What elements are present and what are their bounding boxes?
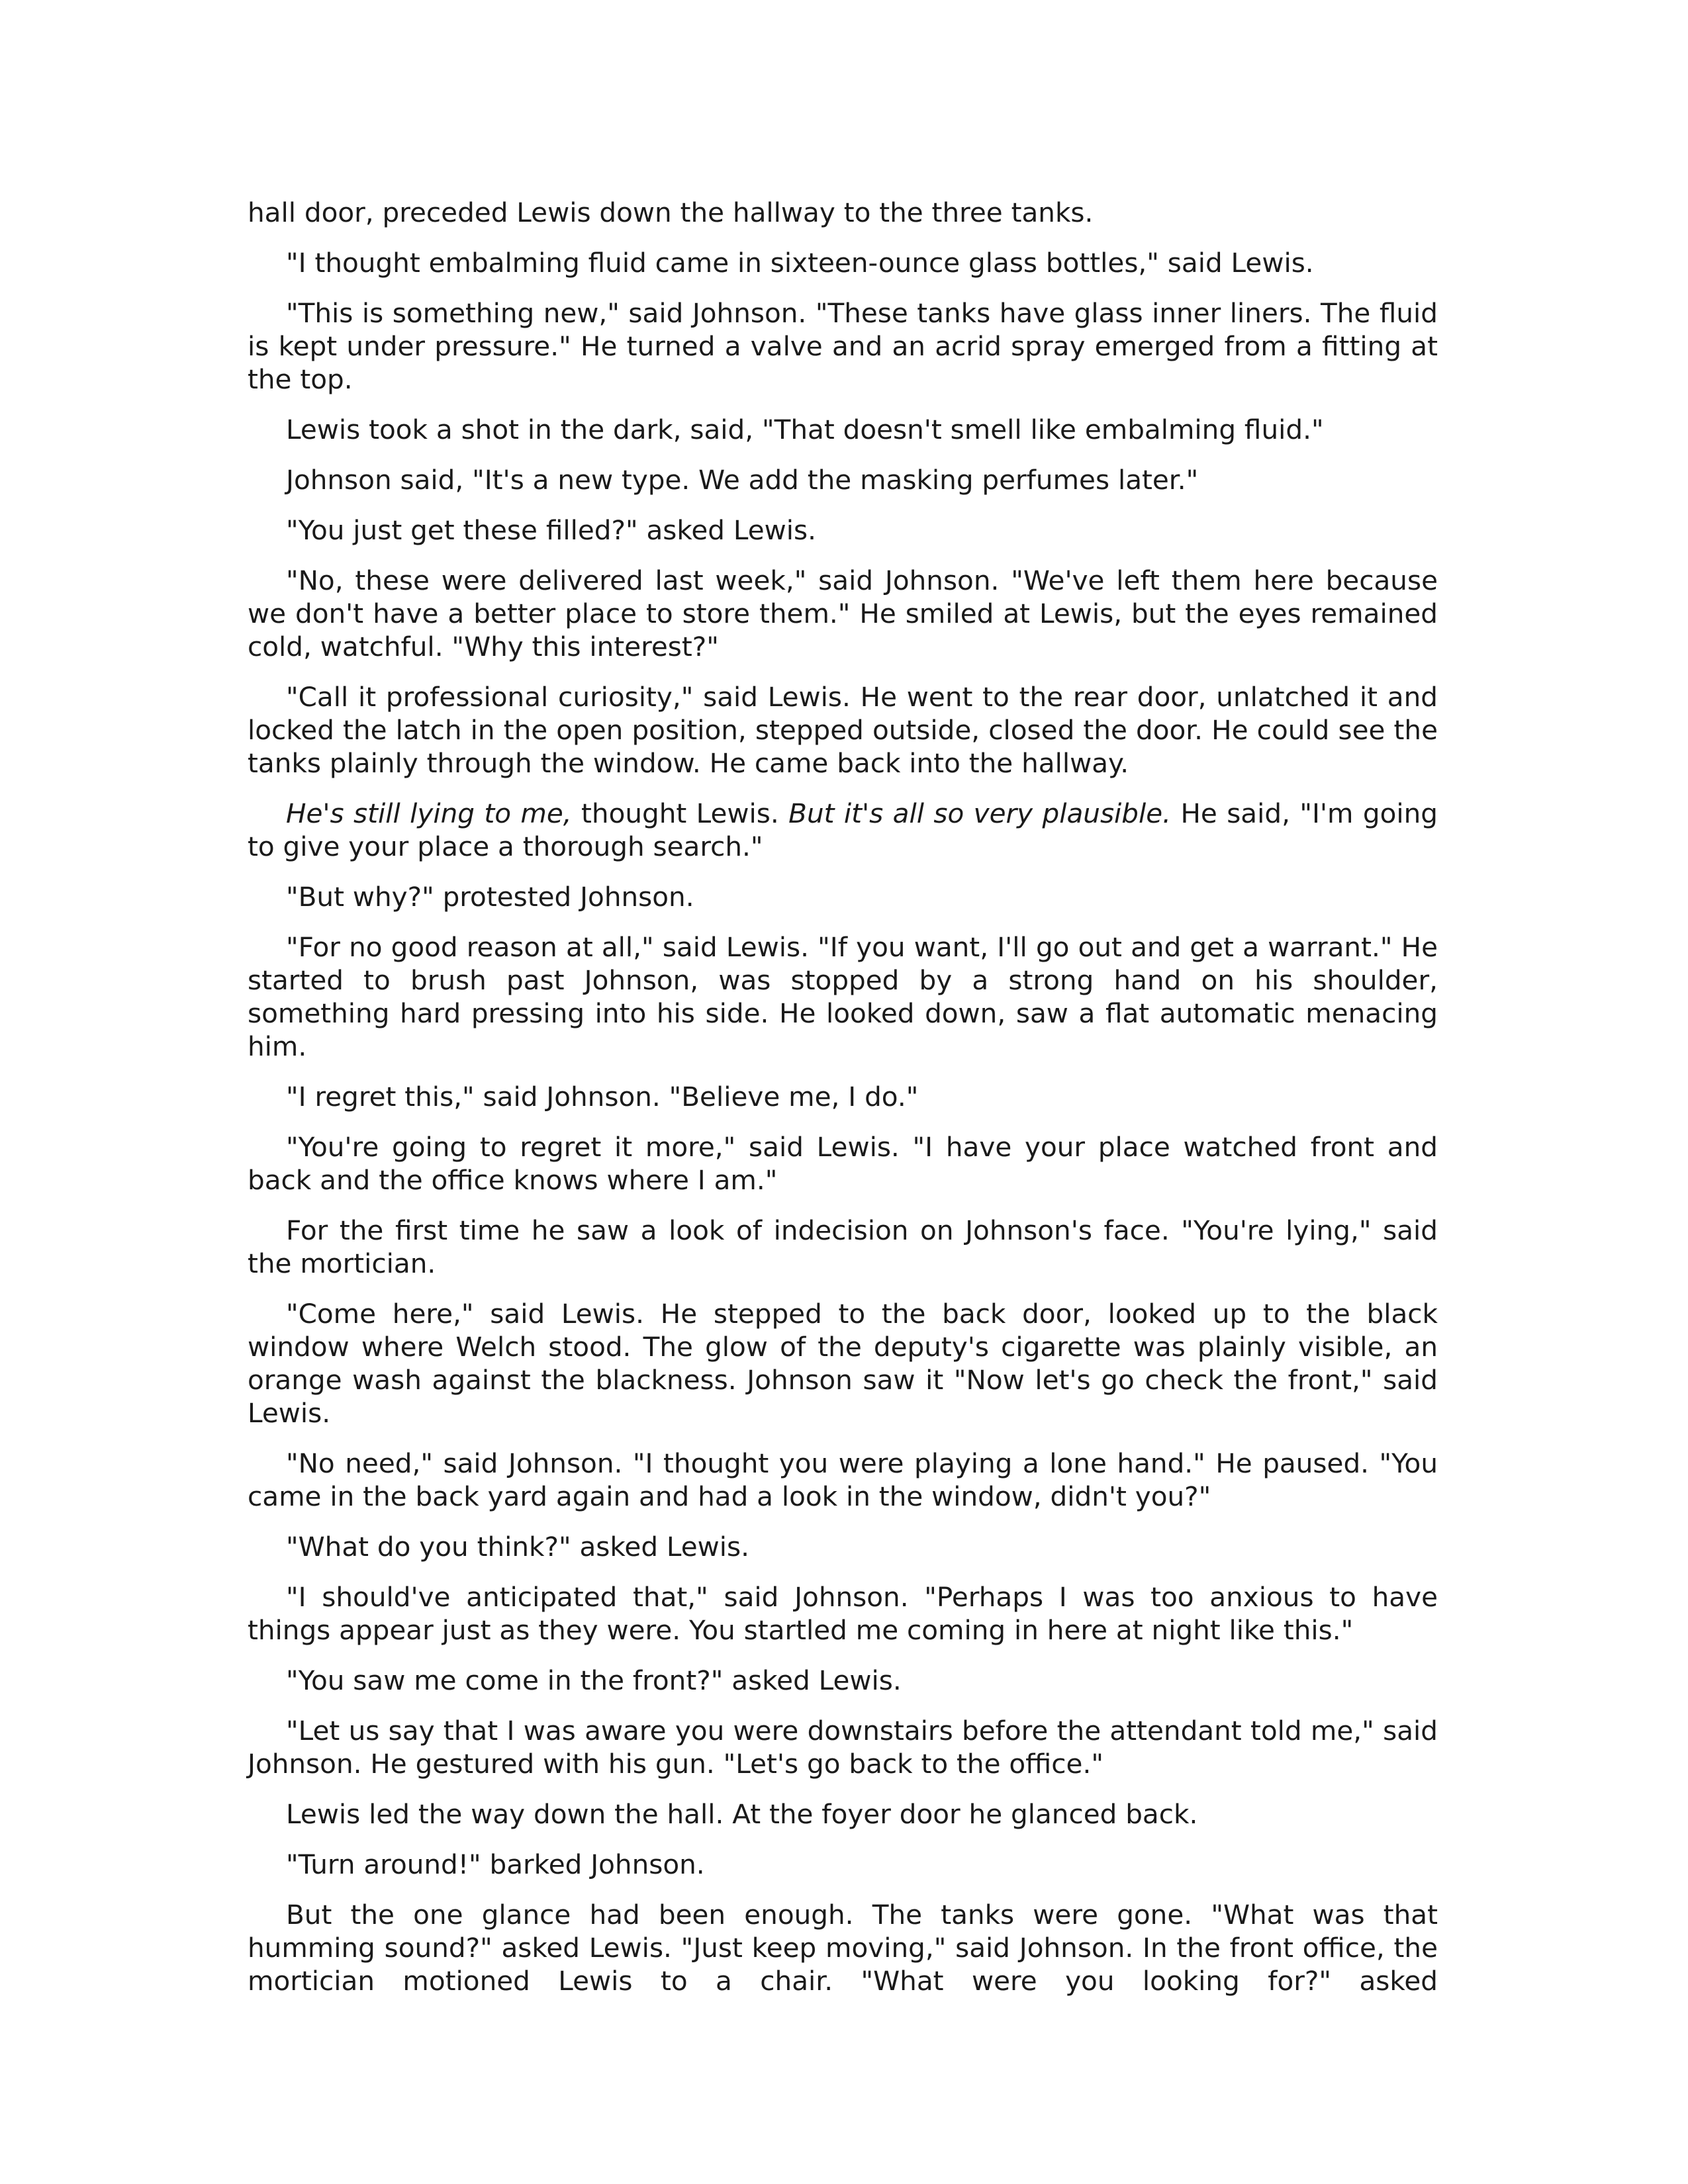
paragraph-text: But the one glance had been enough. The tanks were gone. "What was that humming sound?" asked Lewis. "Just keep moving," said Johnson. In the front office, the mortician motioned Lewis to a chair. "What were you looking for?" asked <box>248 1899 1438 1997</box>
paragraph <box>248 564 1438 663</box>
paragraph-text: "Call it professional curiosity," said Lewis. He went to the rear door, unlatched it and locked the latch in the open position, stepped outside, closed the door. He could see the tanks plainly through the window. He came back into the hallway. <box>248 681 1438 779</box>
paragraph-text: "No need," said Johnson. "I thought you were playing a lone hand." He paused. "You came in the back yard again and had a look in the window, didn't you?" <box>248 1447 1438 1512</box>
paragraph <box>248 246 1438 279</box>
paragraph <box>248 1664 1438 1697</box>
paragraph-text: "I should've anticipated that," said Johnson. "Perhaps I was too anxious to have things appear just as they were. You startled me coming in here at night like this." <box>248 1581 1438 1646</box>
paragraph <box>248 1848 1438 1881</box>
paragraph-text: "I regret this," said Johnson. "Believe me, I do." <box>286 1081 919 1113</box>
paragraph <box>248 463 1438 496</box>
paragraph-text: thought Lewis. <box>571 797 789 829</box>
paragraph <box>248 1898 1438 1997</box>
paragraph-text: "No, these were delivered last week," said Johnson. "We've left them here because we don't have a better place to store them." He smiled at Lewis, but the eyes remained cold, watchful. "Why this interest?" <box>248 565 1438 662</box>
paragraph <box>248 1797 1438 1831</box>
document-page <box>248 196 1438 1997</box>
paragraph-text: "But why?" protested Johnson. <box>286 881 694 913</box>
paragraph-text: "I thought embalming fluid came in sixteen-ounce glass bottles," said Lewis. <box>286 247 1314 279</box>
italic-text: He's still lying to me, <box>286 797 572 829</box>
paragraph-text: "For no good reason at all," said Lewis. "If you want, I'll go out and get a warrant." He started to brush past Johnson, was stopped by a strong hand on his shoulder, something hard pressing into his side. He looked down, saw a flat automatic menacing him. <box>248 931 1438 1062</box>
paragraph <box>248 296 1438 396</box>
paragraph-text: hall door, preceded Lewis down the hallway to the three tanks. <box>248 197 1094 228</box>
paragraph-text: Lewis led the way down the hall. At the foyer door he glanced back. <box>286 1798 1198 1830</box>
paragraph <box>248 1214 1438 1280</box>
paragraph <box>248 1297 1438 1430</box>
paragraph <box>248 1130 1438 1197</box>
paragraph-text: For the first time he saw a look of indecision on Johnson's face. "You're lying," said the mortician. <box>248 1214 1438 1279</box>
paragraph-text: "Come here," said Lewis. He stepped to the back door, looked up to the black window where Welch stood. The glow of the deputy's cigarette was plainly visible, an orange wash against the blackness. Johnson saw it "Now let's go check the front," said Lewis. <box>248 1298 1438 1429</box>
paragraph-text: "What do you think?" asked Lewis. <box>286 1531 750 1563</box>
paragraph-text: "You just get these filled?" asked Lewis. <box>286 514 817 546</box>
italic-text: But it's all so very plausible. <box>788 797 1172 829</box>
paragraph-text: "You saw me come in the front?" asked Lewis. <box>286 1664 902 1696</box>
paragraph <box>248 680 1438 780</box>
paragraph <box>248 1080 1438 1113</box>
paragraph <box>248 1714 1438 1780</box>
paragraph <box>248 1530 1438 1563</box>
paragraph-text: "You're going to regret it more," said Lewis. "I have your place watched front and back and the office knows where I am." <box>248 1131 1438 1196</box>
paragraph <box>248 514 1438 547</box>
paragraph <box>248 1580 1438 1647</box>
paragraph <box>248 797 1438 863</box>
paragraph-text: "Let us say that I was aware you were downstairs before the attendant told me," said Johnson. He gestured with his gun. "Let's go back to the office." <box>248 1715 1438 1780</box>
paragraph-text: "This is something new," said Johnson. "These tanks have glass inner liners. The fluid is kept under pressure." He turned a valve and an acrid spray emerged from a fitting at the top. <box>248 297 1438 395</box>
paragraph <box>248 931 1438 1063</box>
paragraph-text: Lewis took a shot in the dark, said, "That doesn't smell like embalming fluid." <box>286 414 1324 445</box>
paragraph-text: Johnson said, "It's a new type. We add the masking perfumes later." <box>286 464 1199 496</box>
paragraph <box>248 880 1438 913</box>
paragraph <box>248 413 1438 446</box>
paragraph-text: "Turn around!" barked Johnson. <box>286 1848 705 1880</box>
paragraph <box>248 1447 1438 1513</box>
paragraph-text: He said, "I'm going to give your place a thorough search." <box>248 797 1438 862</box>
paragraph <box>248 196 1438 229</box>
